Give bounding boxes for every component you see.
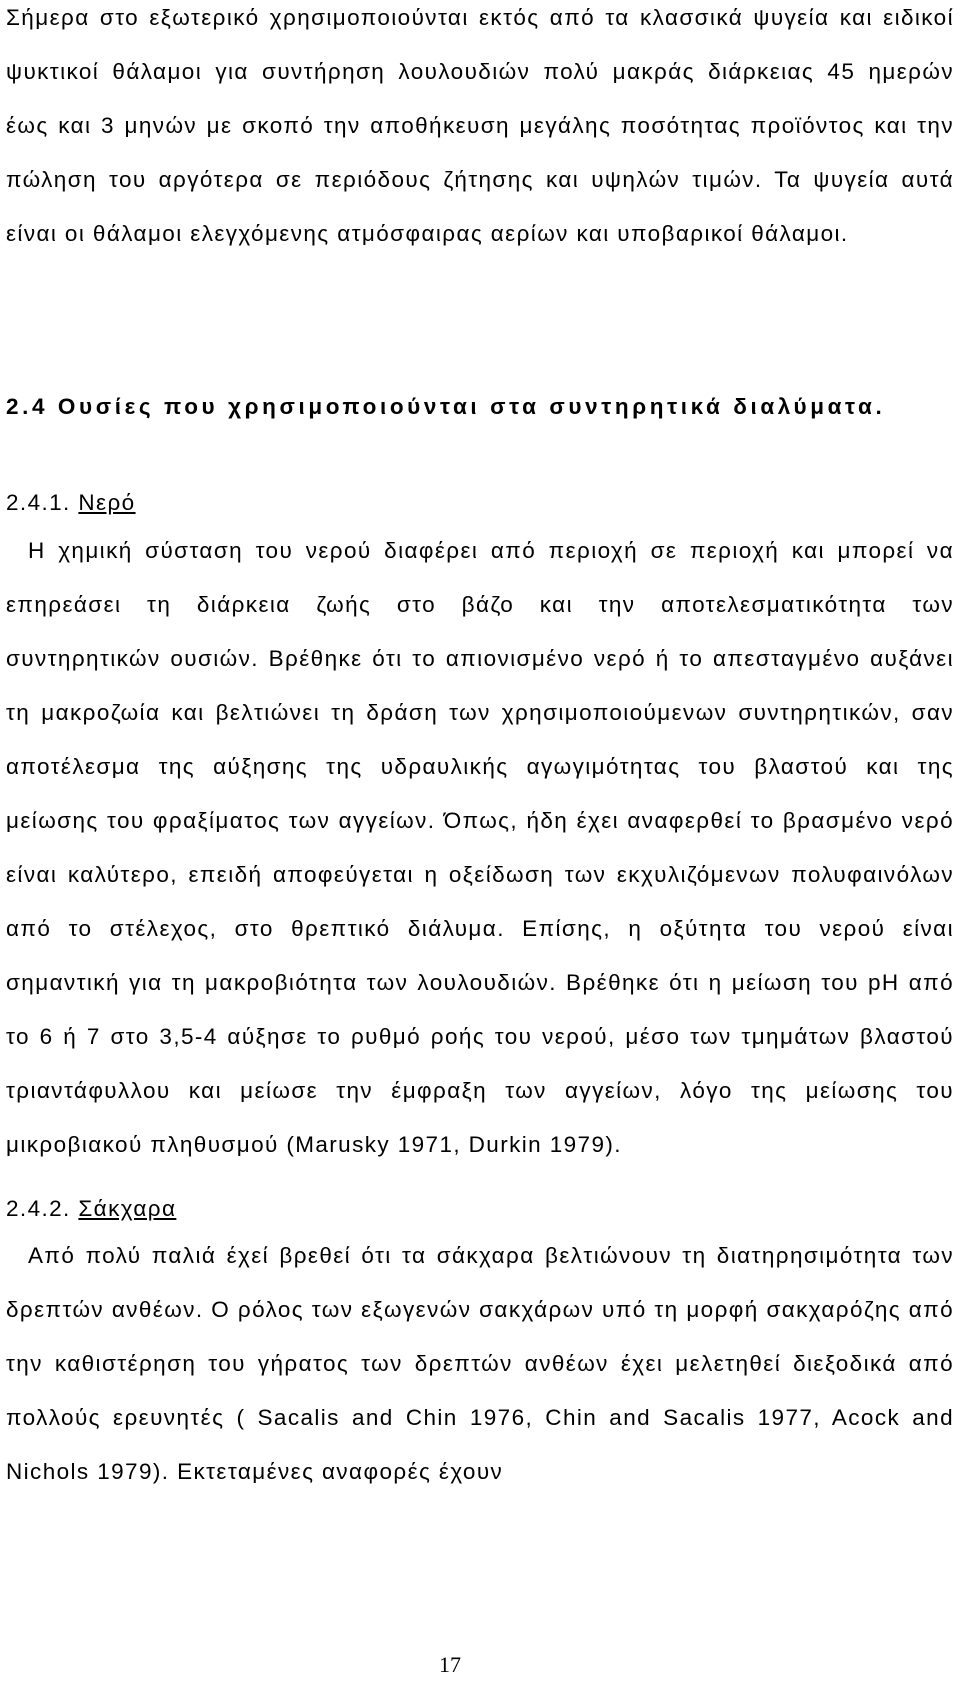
section-heading: 2.4 Ουσίες που χρησιμοποιούνται στα συντηρητικά διαλύματα. (6, 394, 886, 419)
page-number: 17 (439, 1652, 461, 1677)
sugars-paragraph: Από πολύ παλιά έχεί βρεθεί ότι τα σάκχαρα βελτιώνουν τη διατηρησιμότητα των δρεπτών ανθέων. Ο ρόλος των εξωγενών σακχάρων υπό τη μορφή σακχαρόζης από την καθιστέρηση του γήρατος των δρεπτών ανθέων έχει μελετηθεί διεξοδικά από πολλούς ερευνητές ( Sacalis and Chin 1976, Chin and Sacalis 1977, Acock and Nichols 1979). Εκτεταμένες αναφορές έχουν (6, 1243, 954, 1484)
subsection-heading-water (6, 490, 136, 516)
subsection-heading-sugars (6, 1196, 176, 1222)
subsection-number: 2.4.2. (6, 1196, 71, 1221)
subsection-number: 2.4.1. (6, 490, 71, 515)
water-paragraph: Η χημική σύσταση του νερού διαφέρει από περιοχή σε περιοχή και μπορεί να επηρεάσει τη διάρκεια ζωής στο βάζο και την αποτελεσματικότητα των συντηρητικών ουσιών. Βρέθηκε ότι το απιονισμένο νερό ή το απεσταγμένο αυξάνει τη μακροζωία και βελτιώνει τη δράση των χρησιμοποιούμενων συντηρητικών, σαν αποτέλεσμα της αύξησης της υδραυλικής αγωγιμότητας του βλαστού και της μείωσης του φραξίματος των αγγείων. Όπως, ήδη έχει αναφερθεί το βρασμένο νερό είναι καλύτερο, επειδή αποφεύγεται η οξείδωση των εκχυλιζόμενων πολυφαινόλων από το στέλεχος, στο θρεπτικό διάλυμα. Επίσης, η οξύτητα του νερού είναι σημαντική για τη μακροβιότητα των λουλουδιών. Βρέθηκε ότι η μείωση του pH από το 6 ή 7 στο 3,5-4 αύξησε το ρυθμό ροής του νερού, μέσο των τμημάτων βλαστού τριαντάφυλλου και μείωσε την έμφραξη των αγγείων, λόγο της μείωσης του μικροβιακού πληθυσμού (Marusky 1971, Durkin 1979). (6, 538, 954, 1157)
subsection-title: Νερό (78, 490, 136, 515)
subsection-title: Σάκχαρα (78, 1196, 177, 1221)
intro-paragraph: Σήμερα στο εξωτερικό χρησιμοποιούνται εκτός από τα κλασσικά ψυγεία και ειδικοί ψυκτικοί θάλαμοι για συντήρηση λουλουδιών πολύ μακράς διάρκειας 45 ημερών έως και 3 μηνών με σκοπό την αποθήκευση μεγάλης ποσότητας προϊόντος και την πώληση του αργότερα σε περιόδους ζήτησης και υψηλών τιμών. Τα ψυγεία αυτά είναι οι θάλαμοι ελεγχόμενης ατμόσφαιρας αερίων και υποβαρικοί θάλαμοι. (6, 5, 954, 246)
